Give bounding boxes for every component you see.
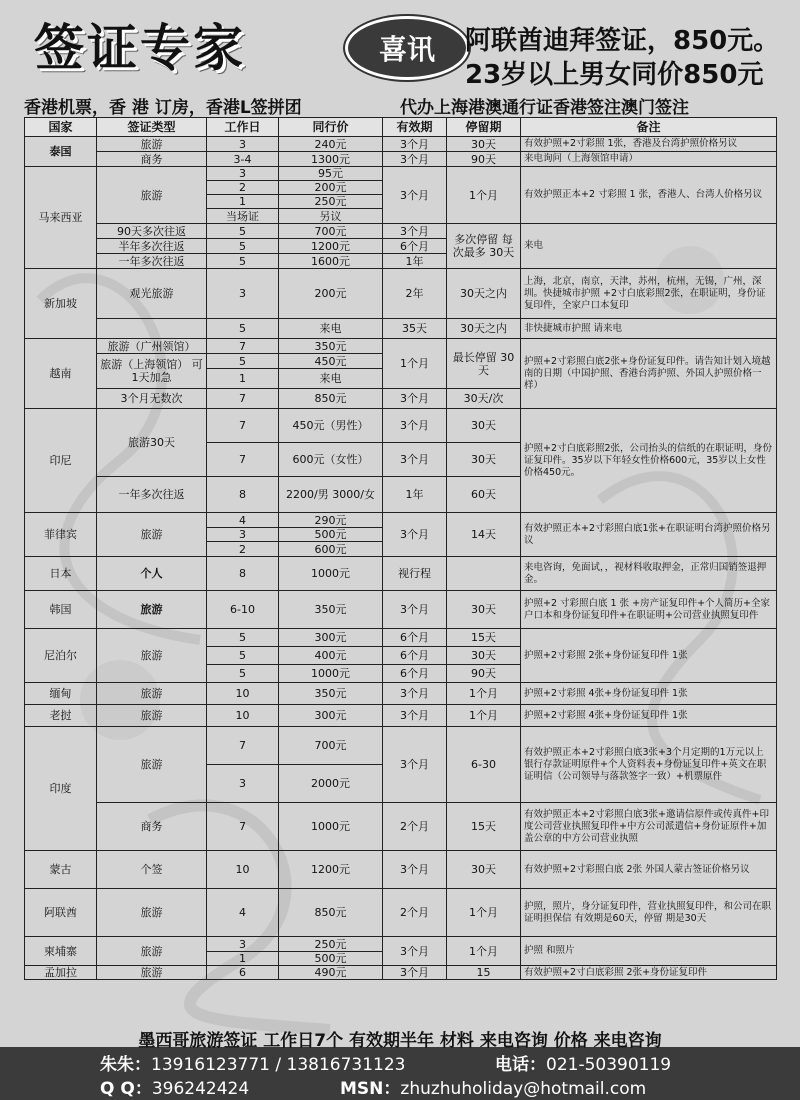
table-cell: 30天 (447, 647, 521, 665)
table-cell: 3-4 (207, 152, 279, 167)
table-cell: 30天 (447, 591, 521, 629)
table-cell (447, 557, 521, 591)
table-cell: 6-10 (207, 591, 279, 629)
table-cell: 1个月 (447, 683, 521, 705)
table-cell: 最长停留 30天 (447, 339, 521, 389)
table-cell: 450元（男性） (279, 409, 383, 443)
table-cell: 2000元 (279, 765, 383, 803)
table-cell: 3 (207, 137, 279, 152)
contact-qq: Q Q：396242424 (100, 1079, 250, 1099)
table-cell: 300元 (279, 629, 383, 647)
table-cell: 个人 (97, 557, 207, 591)
table-cell: 3个月 (383, 409, 447, 443)
table-cell: 2 (207, 181, 279, 195)
table-cell: 450元 (279, 354, 383, 369)
table-cell: 90天 (447, 665, 521, 683)
table-cell: 2 (207, 542, 279, 557)
table-row (25, 966, 777, 980)
table-cell: 90天 (447, 152, 521, 167)
header (0, 0, 800, 92)
table-cell: 250元 (279, 937, 383, 952)
column-header: 工作日 (207, 118, 279, 137)
table-cell: 5 (207, 254, 279, 269)
table-cell: 6 (207, 966, 279, 980)
table-cell: 1000元 (279, 557, 383, 591)
table-cell: 1年 (383, 477, 447, 513)
table-row (25, 269, 777, 319)
table-cell: 3 (207, 269, 279, 319)
table-cell: 1 (207, 369, 279, 389)
table-cell: 8 (207, 477, 279, 513)
table-cell: 5 (207, 319, 279, 339)
note-cell: 有效护照正本+2 寸彩照 1 张，香港人、台湾人价格另议 (521, 167, 777, 224)
contact-bar (0, 1047, 800, 1100)
headline-uae-price: 阿联酋迪拜签证，850元。 (465, 26, 780, 56)
table-cell (97, 319, 207, 339)
table-cell: 泰国 (25, 137, 97, 167)
table-cell: 10 (207, 683, 279, 705)
table-cell: 3个月无数次 (97, 389, 207, 409)
table-cell: 90天多次往返 (97, 224, 207, 239)
table-cell: 商务 (97, 152, 207, 167)
table-cell: 15天 (447, 803, 521, 851)
contact-msn: MSN：zhuzhuholiday@hotmail.com (340, 1079, 647, 1099)
table-cell: 新加坡 (25, 269, 97, 339)
table-cell: 2年 (383, 269, 447, 319)
table-cell: 7 (207, 409, 279, 443)
table-cell: 3个月 (383, 683, 447, 705)
table-row (25, 319, 777, 339)
table-cell: 另议 (279, 209, 383, 224)
table-cell: 3个月 (383, 443, 447, 477)
table-cell: 半年多次往返 (97, 239, 207, 254)
contact-mobiles: 13916123771 / 13816731123 (151, 1055, 406, 1075)
table-cell: 490元 (279, 966, 383, 980)
table-cell: 老挝 (25, 705, 97, 727)
table-cell: 3 (207, 167, 279, 181)
table-cell: 60天 (447, 477, 521, 513)
table-cell: 7 (207, 389, 279, 409)
table-cell: 30天 (447, 443, 521, 477)
headline-uae-note: 23岁以上男女同价850元 (465, 60, 764, 90)
table-row (25, 557, 777, 591)
table-cell: 1个月 (447, 705, 521, 727)
table-cell: 来电 (279, 369, 383, 389)
table-cell: 3个月 (383, 727, 447, 803)
table-cell: 日本 (25, 557, 97, 591)
table-cell: 1300元 (279, 152, 383, 167)
table-cell: 30天 (447, 409, 521, 443)
table-cell: 2200/男 3000/女 (279, 477, 383, 513)
mexico-visa-note: 墨西哥旅游签证 工作日7个 有效期半年 材料 来电咨询 价格 来电咨询 (138, 1031, 662, 1051)
table-row (25, 167, 777, 181)
table-cell: 290元 (279, 513, 383, 528)
table-row (25, 513, 777, 528)
table-cell: 350元 (279, 591, 383, 629)
note-cell: 有效护照+2寸彩照白底 2张 外国人蒙古签证价格另议 (521, 851, 777, 889)
table-cell: 350元 (279, 683, 383, 705)
table-cell: 700元 (279, 224, 383, 239)
table-cell: 6-30 (447, 727, 521, 803)
table-cell: 旅游 (97, 137, 207, 152)
table-cell: 马来西亚 (25, 167, 97, 269)
table-cell: 5 (207, 629, 279, 647)
table-cell: 旅游30天 (97, 409, 207, 477)
table-cell: 600元（女性） (279, 443, 383, 477)
table-cell: 印尼 (25, 409, 97, 513)
note-cell: 护照+2寸彩照 2张+身份证复印件 1张 (521, 629, 777, 683)
column-header: 国家 (25, 118, 97, 137)
table-cell: 30天之内 (447, 319, 521, 339)
note-cell: 护照+2寸白底彩照2张，公司抬头的信纸的在职证明，身份证复印件。35岁以下年轻女性价格600元，35岁以上女性价格450元。 (521, 409, 777, 513)
note-cell: 有效护照正本+2寸彩照白底3张+3个月定期的1万元以上银行存款证明原件+个人资料表+身份证复印件+英文在职证明信（公司领导与落款签字一致）+机票原件 (521, 727, 777, 803)
table-cell: 旅游（上海领馆） 可1天加急 (97, 354, 207, 389)
table-cell: 850元 (279, 389, 383, 409)
table-cell: 视行程 (383, 557, 447, 591)
table-cell: 菲律宾 (25, 513, 97, 557)
note-cell: 护照+2寸彩照 4张+身份证复印件 1张 (521, 683, 777, 705)
table-body (25, 137, 777, 980)
table-cell: 旅游 (97, 937, 207, 966)
table-cell: 10 (207, 705, 279, 727)
table-cell: 6个月 (383, 665, 447, 683)
table-cell: 5 (207, 354, 279, 369)
subtitle-hk-macau-permit: 代办上海港澳通行证香港签注澳门签注 (400, 98, 689, 118)
contact-person: 朱朱：13916123771 / 13816731123 (100, 1055, 406, 1075)
table-cell: 2个月 (383, 803, 447, 851)
table-cell: 旅游（广州领馆） (97, 339, 207, 354)
table-cell: 印度 (25, 727, 97, 851)
table-cell: 6个月 (383, 629, 447, 647)
table-cell: 商务 (97, 803, 207, 851)
table-cell: 3 (207, 528, 279, 542)
table-cell: 400元 (279, 647, 383, 665)
table-cell: 700元 (279, 727, 383, 765)
note-cell: 非快捷城市护照 请来电 (521, 319, 777, 339)
table-cell: 850元 (279, 889, 383, 937)
table-cell: 7 (207, 443, 279, 477)
table-row (25, 591, 777, 629)
table-cell: 4 (207, 889, 279, 937)
table-cell: 韩国 (25, 591, 97, 629)
table-cell: 6个月 (383, 647, 447, 665)
table-row (25, 152, 777, 167)
table-row (25, 224, 777, 239)
column-header: 有效期 (383, 118, 447, 137)
subtitle-hongkong-services: 香港机票，香 港 订房，香港L签拼团 (24, 98, 302, 118)
table-cell: 旅游 (97, 513, 207, 557)
table-cell: 7 (207, 339, 279, 354)
table-cell: 越南 (25, 339, 97, 409)
table-cell: 个签 (97, 851, 207, 889)
table-cell: 7 (207, 727, 279, 765)
table-cell: 1200元 (279, 851, 383, 889)
table-cell: 240元 (279, 137, 383, 152)
table-cell: 10 (207, 851, 279, 889)
table-cell: 1个月 (383, 339, 447, 389)
table-cell: 1个月 (447, 167, 521, 224)
table-cell: 6个月 (383, 239, 447, 254)
table-cell: 一年多次往返 (97, 477, 207, 513)
table-cell: 1000元 (279, 803, 383, 851)
phone-number: 021-50390119 (546, 1055, 672, 1075)
table-cell: 旅游 (97, 629, 207, 683)
table-cell: 15天 (447, 629, 521, 647)
table-cell: 5 (207, 224, 279, 239)
table-cell: 1 (207, 952, 279, 966)
brand-title: 签证专家 (34, 18, 246, 77)
table-cell: 旅游 (97, 683, 207, 705)
note-cell: 护照+2 寸彩照白底 1 张 +房产证复印件+个人简历+全家户口本和身份证复印件+在职证明+公司营业执照复印件 (521, 591, 777, 629)
table-cell: 1个月 (447, 937, 521, 966)
table-cell: 一年多次往返 (97, 254, 207, 269)
table-cell: 4 (207, 513, 279, 528)
table-cell: 8 (207, 557, 279, 591)
contact-phone: 电话：021-50390119 (495, 1055, 672, 1075)
table-cell: 3个月 (383, 851, 447, 889)
table-cell: 3 (207, 937, 279, 952)
note-cell: 有效护照+2寸白底彩照 2张+身份证复印件 (521, 966, 777, 980)
table-row (25, 339, 777, 354)
table-cell: 旅游 (97, 889, 207, 937)
table-cell: 30天 (447, 137, 521, 152)
table-cell: 500元 (279, 528, 383, 542)
column-header: 停留期 (447, 118, 521, 137)
table-header-row (25, 118, 777, 137)
table-cell: 3个月 (383, 966, 447, 980)
column-header: 签证类型 (97, 118, 207, 137)
table-cell: 3 (207, 765, 279, 803)
table-cell: 缅甸 (25, 683, 97, 705)
note-cell: 有效护照正本+2寸彩照白底1张+在职证明台湾护照价格另议 (521, 513, 777, 557)
table-row (25, 889, 777, 937)
note-cell: 护照+2寸彩照 4张+身份证复印件 1张 (521, 705, 777, 727)
table-row (25, 851, 777, 889)
table-cell: 观光旅游 (97, 269, 207, 319)
note-cell: 有效护照正本+2寸彩照白底3张+邀请信原件或传真件+印度公司营业执照复印件+中方公司派遣信+身份证原件+加盖公章的中方公司营业执照 (521, 803, 777, 851)
table-cell: 3个月 (383, 224, 447, 239)
table-cell: 30天之内 (447, 269, 521, 319)
msn-address: zhuzhuholiday@hotmail.com (400, 1079, 647, 1099)
table-row (25, 409, 777, 443)
table-cell: 3个月 (383, 152, 447, 167)
table-row (25, 629, 777, 647)
note-cell: 来电询问（上海领馆申请） (521, 152, 777, 167)
table-cell: 2个月 (383, 889, 447, 937)
table-cell: 1000元 (279, 665, 383, 683)
table-cell: 600元 (279, 542, 383, 557)
note-cell: 来电咨询，免面试，，视材料收取押金，正常归国销签退押金。 (521, 557, 777, 591)
table-cell: 30天 (447, 851, 521, 889)
visa-price-table (24, 117, 777, 980)
table-cell: 350元 (279, 339, 383, 354)
table-cell: 3个月 (383, 167, 447, 224)
table-cell: 1年 (383, 254, 447, 269)
table-cell: 1600元 (279, 254, 383, 269)
table-cell: 15 (447, 966, 521, 980)
table-cell: 1个月 (447, 889, 521, 937)
note-cell: 护照 和照片 (521, 937, 777, 966)
table-cell: 1 (207, 195, 279, 209)
table-cell: 5 (207, 239, 279, 254)
table-cell: 旅游 (97, 167, 207, 224)
table-cell: 孟加拉 (25, 966, 97, 980)
table-cell: 300元 (279, 705, 383, 727)
news-badge: 喜讯 (345, 16, 469, 80)
table-cell: 500元 (279, 952, 383, 966)
note-cell: 护照，照片，身分证复印件，营业执照复印件，和公司在职证明担保信 有效期是60天，停留 期是30天 (521, 889, 777, 937)
table-cell: 3个月 (383, 705, 447, 727)
table-row (25, 705, 777, 727)
table-cell: 3个月 (383, 937, 447, 966)
table-row (25, 937, 777, 952)
table-cell: 30天/次 (447, 389, 521, 409)
table-cell: 柬埔寨 (25, 937, 97, 966)
table-cell: 阿联酋 (25, 889, 97, 937)
table-cell: 3个月 (383, 591, 447, 629)
table-cell: 1200元 (279, 239, 383, 254)
note-cell: 有效护照+2寸彩照 1张，香港及台湾护照价格另议 (521, 137, 777, 152)
table-cell: 旅游 (97, 966, 207, 980)
table-cell: 95元 (279, 167, 383, 181)
qq-number: 396242424 (151, 1079, 250, 1099)
table-cell: 3个月 (383, 513, 447, 557)
table-cell: 7 (207, 803, 279, 851)
note-cell: 上海，北京，南京，天津，苏州，杭州，无锡，广州，深圳。快捷城市护照 +2寸白底彩照2张，在职证明，身份证复印件，全家户口本复印 (521, 269, 777, 319)
table-row (25, 137, 777, 152)
table-cell: 200元 (279, 181, 383, 195)
table-cell: 200元 (279, 269, 383, 319)
column-header: 同行价 (279, 118, 383, 137)
table-row (25, 803, 777, 851)
table-cell: 3个月 (383, 137, 447, 152)
table-cell: 当场证 (207, 209, 279, 224)
table-row (25, 683, 777, 705)
table-cell: 5 (207, 647, 279, 665)
table-cell: 来电 (279, 319, 383, 339)
note-cell: 护照+2寸彩照白底2张+身份证复印件。请告知计划入境越南的日期（中国护照、香港台湾护照、外国人护照价格一样） (521, 339, 777, 409)
table-cell: 5 (207, 665, 279, 683)
table-cell: 旅游 (97, 591, 207, 629)
table-row (25, 727, 777, 765)
table-cell: 蒙古 (25, 851, 97, 889)
table-cell: 尼泊尔 (25, 629, 97, 683)
table-cell: 250元 (279, 195, 383, 209)
table-cell: 多次停留 每次最多 30天 (447, 224, 521, 269)
note-cell: 来电 (521, 224, 777, 269)
table-cell: 3个月 (383, 389, 447, 409)
table-cell: 14天 (447, 513, 521, 557)
table-cell: 35天 (383, 319, 447, 339)
table-cell: 旅游 (97, 705, 207, 727)
column-header: 备注 (521, 118, 777, 137)
table-cell: 旅游 (97, 727, 207, 803)
